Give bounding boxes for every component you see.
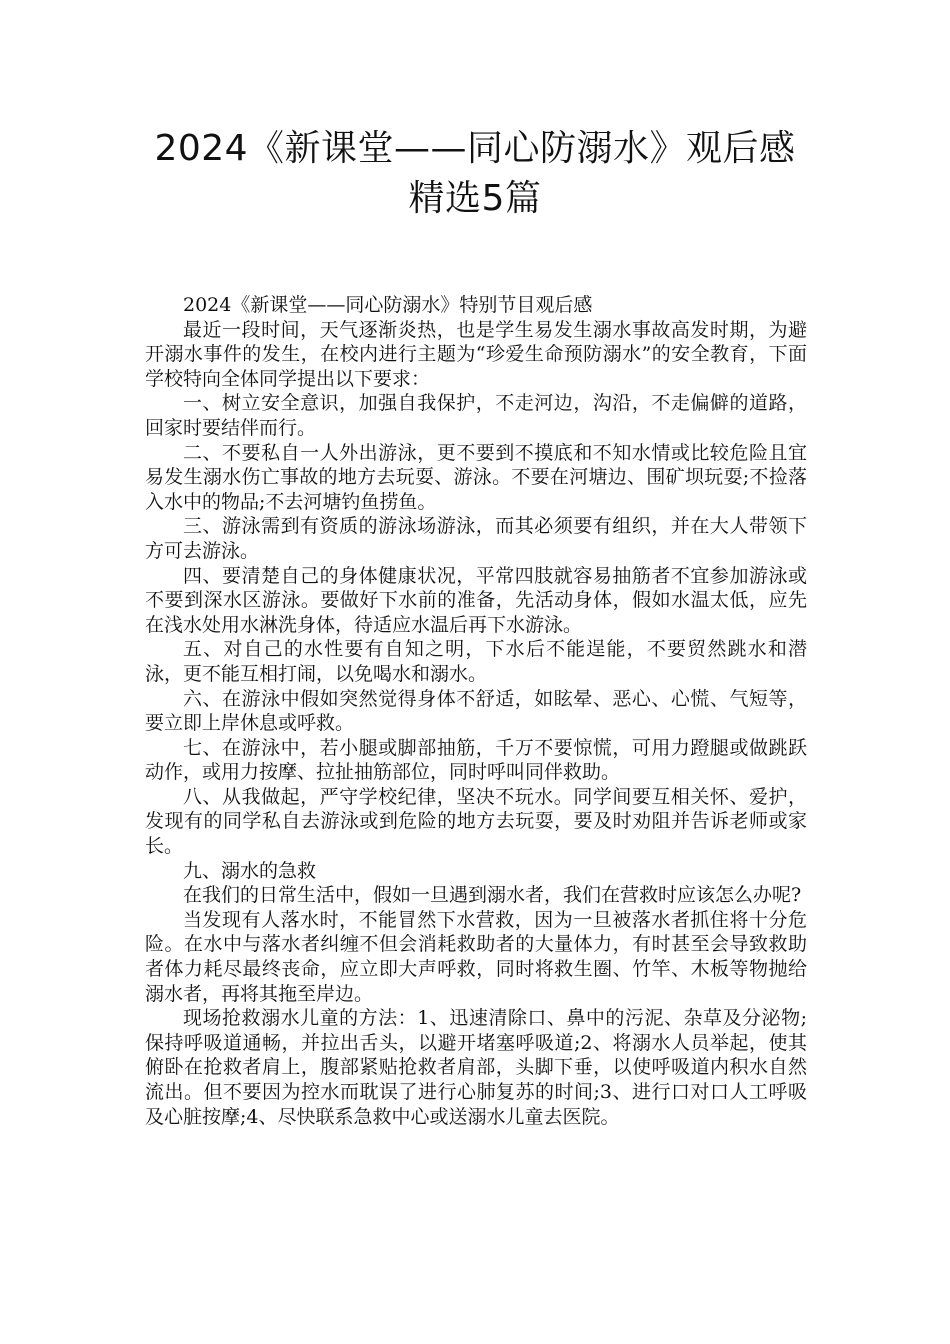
paragraph-item-4: 四、要清楚自己的身体健康状况，平常四肢就容易抽筋者不宜参加游泳或不要到深水区游泳。要做好下水前的准备，先活动身体，假如水温太低，应先在浅水处用水淋洗身体，待适应水温后再下水游泳。: [145, 564, 807, 636]
paragraph-rescue: 当发现有人落水时，不能冒然下水营救，因为一旦被落水者抓住将十分危险。在水中与落水者纠缠不但会消耗救助者的大量体力，有时甚至会导致救助者体力耗尽最终丧命，应立即大声呼救，同时将救生圈、竹竿、木板等物抛给溺水者，再将其拖至岸边。: [145, 908, 807, 1005]
document-body: [145, 293, 807, 1129]
document-title: [120, 124, 830, 224]
paragraph-item-2: 二、不要私自一人外出游泳，更不要到不摸底和不知水情或比较危险且宜易发生溺水伤亡事故的地方去玩耍、游泳。不要在河塘边、围矿坝玩耍;不捡落入水中的物品;不去河塘钓鱼捞鱼。: [145, 441, 807, 513]
paragraph-item-1: 一、树立安全意识，加强自我保护，不走河边，沟沿，不走偏僻的道路，回家时要结伴而行。: [145, 392, 807, 439]
paragraph-intro: 最近一段时间，天气逐渐炎热，也是学生易发生溺水事故高发时期，为避开溺水事件的发生，在校内进行主题为“珍爱生命预防溺水”的安全教育，下面学校特向全体同学提出以下要求：: [145, 318, 807, 390]
paragraph-item-3: 三、游泳需到有资质的游泳场游泳，而其必须要有组织，并在大人带领下方可去游泳。: [145, 515, 807, 562]
paragraph-item-5: 五、对自己的水性要有自知之明，下水后不能逞能，不要贸然跳水和潜泳，更不能互相打闹，以免喝水和溺水。: [145, 638, 807, 685]
title-line-1: 2024《新课堂——同心防溺水》观后感: [154, 128, 796, 169]
paragraph-item-8: 八、从我做起，严守学校纪律，坚决不玩水。同学间要互相关怀、爱护，发现有的同学私自去游泳或到危险的地方去玩耍，要及时劝阻并告诉老师或家长。: [145, 785, 807, 858]
paragraph-item-6: 六、在游泳中假如突然觉得身体不舒适，如眩晕、恶心、心慌、气短等，要立即上岸休息或呼救。: [145, 687, 807, 735]
paragraph-subtitle: 2024《新课堂——同心防溺水》特别节目观后感: [183, 294, 593, 316]
paragraph-item-9-heading: 九、溺水的急救: [183, 859, 317, 882]
title-line-2: 精选5篇: [408, 178, 542, 219]
paragraph-first-aid-methods: 现场抢救溺水儿童的方法：1、迅速清除口、鼻中的污泥、杂草及分泌物;保持呼吸道通畅，并拉出舌头，以避开堵塞呼吸道;2、将溺水人员举起，使其俯卧在抢救者肩上，腹部紧贴抢救者肩部，头脚下垂，以使呼吸道内积水自然流出。但不要因为控水而耽误了进行心肺复苏的时间;3、进行口对口人工呼吸及心脏按摩;4、尽快联系急救中心或送溺水儿童去医院。: [145, 1007, 807, 1128]
paragraph-item-7: 七、在游泳中，若小腿或脚部抽筋，千万不要惊慌，可用力蹬腿或做跳跃动作，或用力按摩、拉扯抽筋部位，同时呼叫同伴救助。: [145, 736, 807, 784]
paragraph-question: 在我们的日常生活中，假如一旦遇到溺水者，我们在营救时应该怎么办呢?: [183, 884, 802, 907]
